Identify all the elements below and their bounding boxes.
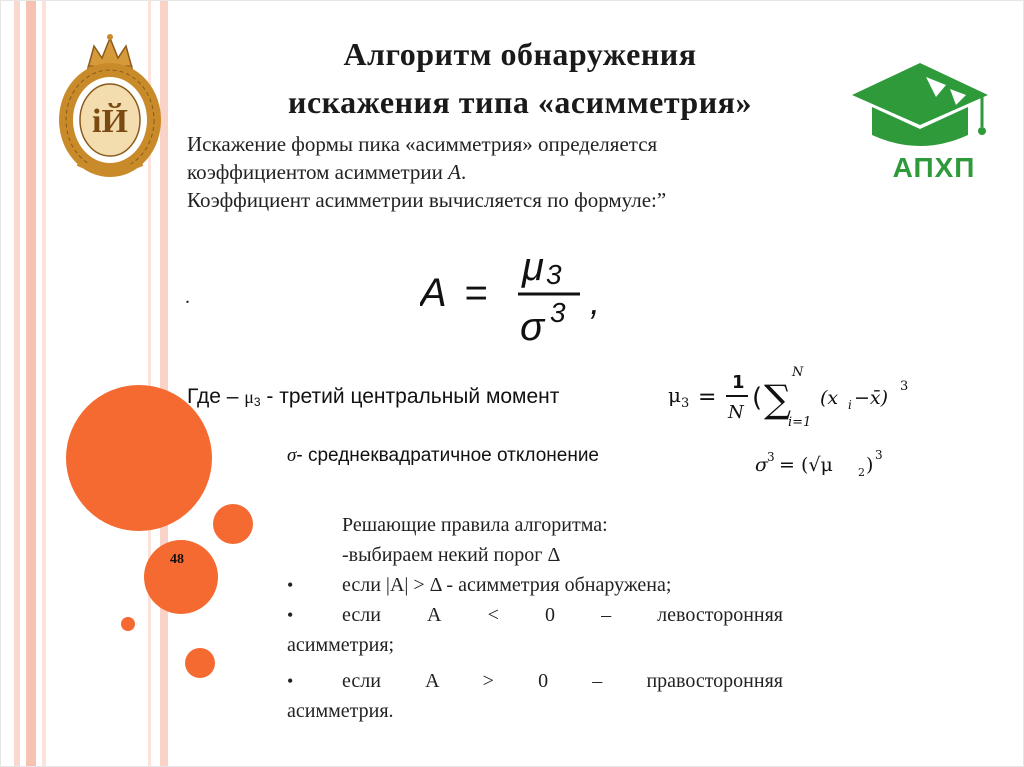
svg-text:σ: σ (755, 454, 768, 476)
rule-item (287, 666, 783, 696)
intro-line-2-text: коэффициентом асимметрии (187, 160, 449, 184)
svg-text:): ) (866, 454, 874, 476)
where-text: - третий центральный момент (260, 385, 560, 408)
decorative-stripe (26, 0, 36, 767)
svg-text:1: 1 (732, 372, 745, 393)
svg-text:i=1: i=1 (788, 415, 812, 430)
svg-text:3: 3 (900, 379, 909, 394)
std-deviation-line (287, 445, 599, 467)
stray-dot: . (185, 286, 190, 308)
decision-rules (287, 510, 783, 726)
page-number: 48 (170, 552, 184, 567)
svg-text:3: 3 (767, 450, 775, 464)
decorative-circle (185, 648, 215, 678)
rule-text: если A > 0 – правосторонняя (342, 670, 783, 692)
rule-text-continued: асимметрия; (287, 634, 395, 656)
svg-text:=: = (698, 385, 717, 410)
decorative-stripe (14, 0, 20, 767)
svg-text:=: = (464, 271, 488, 315)
svg-text:= (√μ: = (√μ (779, 454, 833, 476)
asymmetry-symbol: A (448, 160, 461, 184)
svg-text:3: 3 (546, 259, 562, 290)
svg-text:−x̄): −x̄) (854, 387, 889, 409)
svg-text:2: 2 (858, 466, 865, 479)
svg-text:N: N (792, 365, 804, 380)
rule-item (287, 570, 783, 600)
third-moment-line (187, 385, 559, 409)
intro-line-1: Искажение формы пика «асимметрия» определяется (187, 132, 658, 156)
svg-text:σ: σ (520, 305, 545, 349)
slide-title (180, 30, 860, 126)
svg-text:∑: ∑ (764, 377, 792, 421)
svg-text:,: , (590, 281, 601, 322)
where-prefix: Где – (187, 385, 245, 408)
intro-line-2 (187, 158, 666, 186)
bullet-icon: • (287, 605, 294, 625)
svg-text:N: N (728, 402, 744, 423)
svg-text:μ: μ (522, 245, 544, 289)
intro-line-3: Коэффициент асимметрии вычисляется по формуле:” (187, 188, 667, 212)
svg-text:μ: μ (668, 383, 681, 407)
rule-text: если А < 0 – левосторонняя (342, 604, 783, 626)
svg-text:A: A (420, 271, 447, 315)
svg-text:3: 3 (681, 396, 690, 411)
svg-text:(x: (x (820, 387, 839, 409)
sigma-formula (755, 443, 905, 483)
svg-text:3: 3 (550, 297, 566, 328)
decorative-circle (213, 504, 253, 544)
intro-line-2-end: . (460, 160, 467, 184)
intro-paragraph (187, 130, 666, 214)
aphp-logo (842, 55, 992, 185)
mu-symbol: μ (244, 387, 254, 407)
rule-item (287, 600, 783, 630)
rule-text: если |A| > Δ - асимметрия обнаружена; (342, 574, 672, 596)
rules-header: Решающие правила алгоритма: (342, 514, 608, 536)
rule-text-continued: асимметрия. (287, 700, 394, 722)
decorative-stripe (42, 0, 46, 767)
svg-text:iЙ: iЙ (92, 103, 128, 140)
title-line-2: искажения типа «асимметрия» (288, 84, 752, 120)
mu-subscript: 3 (253, 395, 261, 409)
svg-text:(: ( (752, 383, 763, 413)
svg-text:3: 3 (875, 448, 883, 462)
rules-threshold: -выбираем некий порог Δ (342, 544, 561, 566)
sigma-text: - среднеквадратичное отклонение (296, 445, 600, 466)
svg-text:i: i (848, 398, 852, 412)
title-line-1: Алгоритм обнаружения (343, 36, 697, 72)
bullet-icon: • (287, 671, 294, 691)
decorative-circle (121, 617, 135, 631)
third-moment-formula (668, 360, 928, 430)
svg-text:АПХП: АПХП (892, 152, 976, 183)
asymmetry-formula (420, 240, 630, 350)
bullet-icon: • (287, 575, 294, 595)
sigma-symbol: σ (287, 445, 297, 466)
university-emblem-logo (58, 28, 162, 178)
